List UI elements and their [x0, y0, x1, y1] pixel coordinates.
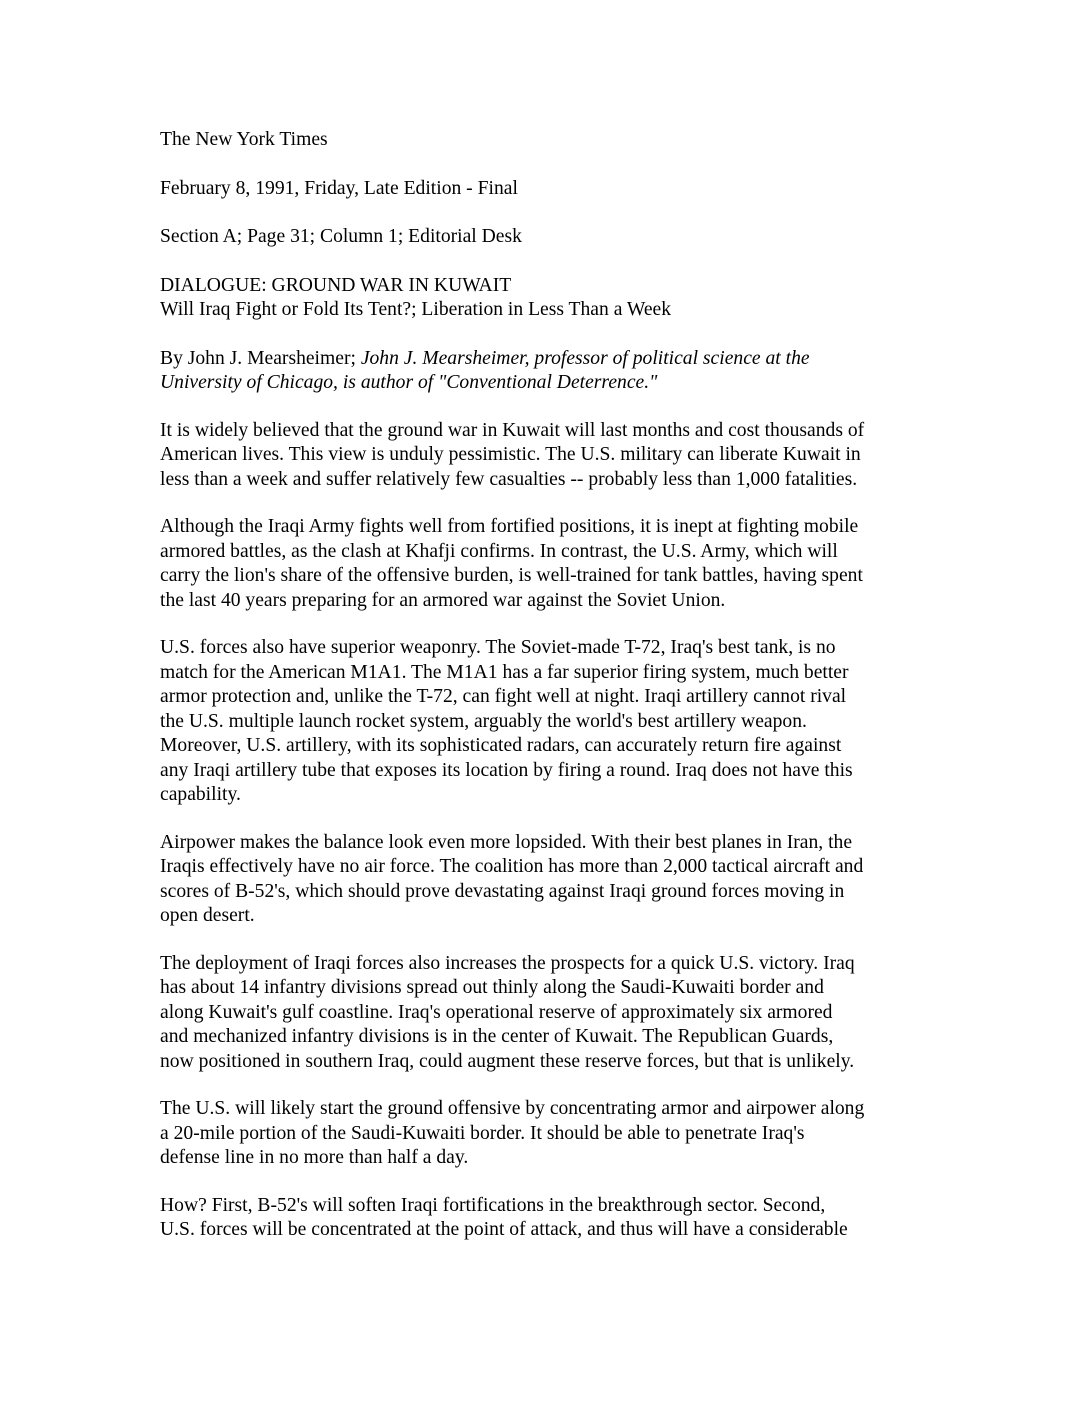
headline-block: [160, 274, 960, 323]
article-body: [160, 419, 960, 1243]
paragraph-line: Moreover, U.S. artillery, with its sophisticated radars, can accurately return fire against: [160, 735, 842, 756]
byline-bio-1: John J. Mearsheimer, professor of political science at the: [360, 347, 810, 369]
paragraph-line: now positioned in southern Iraq, could augment these reserve forces, but that is unlikely.: [160, 1050, 855, 1072]
paragraph-line: capability.: [160, 784, 241, 805]
article-paragraph: [160, 831, 960, 929]
byline-block: [160, 347, 960, 396]
paragraph-line: U.S. forces also have superior weaponry. The Soviet-made T-72, Iraq's best tank, is no: [160, 637, 836, 658]
paragraph-line: less than a week and suffer relatively few casualties -- probably less than 1,000 fatalities.: [160, 468, 858, 490]
section-text: Section A; Page 31; Column 1; Editorial Desk: [160, 226, 522, 247]
paragraph-line: The deployment of Iraqi forces also increases the prospects for a quick U.S. victory. Iraq: [160, 952, 855, 974]
paragraph-line: scores of B-52's, which should prove devastating against Iraqi ground forces moving in: [160, 880, 845, 902]
date-line: [160, 177, 960, 202]
paragraph-line: The U.S. will likely start the ground offensive by concentrating armor and airpower along: [160, 1098, 865, 1119]
paragraph-line: along Kuwait's gulf coastline. Iraq's operational reserve of approximately six armored: [160, 1001, 833, 1023]
paragraph-line: carry the lion's share of the offensive burden, is well-trained for tank battles, having spent: [160, 565, 863, 586]
paragraph-line: U.S. forces will be concentrated at the point of attack, and thus will have a considerable: [160, 1219, 848, 1240]
byline-line-1: [160, 347, 960, 372]
paragraph-line: armored battles, as the clash at Khafji confirms. In contrast, the U.S. Army, which will: [160, 540, 838, 562]
paragraph-line: Iraqis effectively have no air force. The coalition has more than 2,000 tactical aircraft and: [160, 856, 864, 877]
article-page: [160, 128, 960, 1243]
paragraph-line: the last 40 years preparing for an armored war against the Soviet Union.: [160, 589, 726, 611]
paragraph-line: It is widely believed that the ground war in Kuwait will last months and cost thousands of: [160, 419, 865, 441]
paragraph-line: defense line in no more than half a day.: [160, 1147, 469, 1168]
paragraph-line: has about 14 infantry divisions spread out thinly along the Saudi-Kuwaiti border and: [160, 977, 824, 998]
section-line: [160, 225, 960, 250]
paragraph-line: Although the Iraqi Army fights well from fortified positions, it is inept at fighting mobile: [160, 516, 859, 537]
publication-name: [160, 128, 960, 153]
article-paragraph: [160, 1194, 960, 1243]
paragraph-line: the U.S. multiple launch rocket system, arguably the world's best artillery weapon.: [160, 710, 807, 732]
article-paragraph: [160, 419, 960, 493]
headline-title: DIALOGUE: GROUND WAR IN KUWAIT: [160, 274, 512, 296]
paragraph-line: American lives. This view is unduly pessimistic. The U.S. military can liberate Kuwait in: [160, 444, 861, 465]
byline-author: By John J. Mearsheimer;: [160, 347, 361, 369]
paragraph-line: open desert.: [160, 905, 255, 926]
paragraph-line: armor protection and, unlike the T-72, can fight well at night. Iraqi artillery cannot rival: [160, 686, 847, 707]
paragraph-line: a 20-mile portion of the Saudi-Kuwaiti border. It should be able to penetrate Iraq's: [160, 1122, 805, 1144]
date-text: February 8, 1991, Friday, Late Edition - Final: [160, 177, 518, 199]
article-paragraph: [160, 515, 960, 613]
publication-line: The New York Times: [160, 129, 328, 150]
byline-bio-2: University of Chicago, is author of "Conventional Deterrence.": [160, 372, 658, 393]
paragraph-line: any Iraqi artillery tube that exposes its location by firing a round. Iraq does not have this: [160, 759, 853, 781]
article-paragraph: [160, 1097, 960, 1171]
paragraph-line: Airpower makes the balance look even more lopsided. With their best planes in Iran, the: [160, 831, 853, 853]
paragraph-line: and mechanized infantry divisions is in the center of Kuwait. The Republican Guards,: [160, 1026, 834, 1047]
article-paragraph: [160, 952, 960, 1075]
paragraph-line: How? First, B-52's will soften Iraqi fortifications in the breakthrough sector. Second,: [160, 1194, 826, 1216]
paragraph-line: match for the American M1A1. The M1A1 has a far superior firing system, much better: [160, 661, 849, 683]
headline-subtitle: Will Iraq Fight or Fold Its Tent?; Liberation in Less Than a Week: [160, 299, 672, 320]
article-paragraph: [160, 636, 960, 808]
